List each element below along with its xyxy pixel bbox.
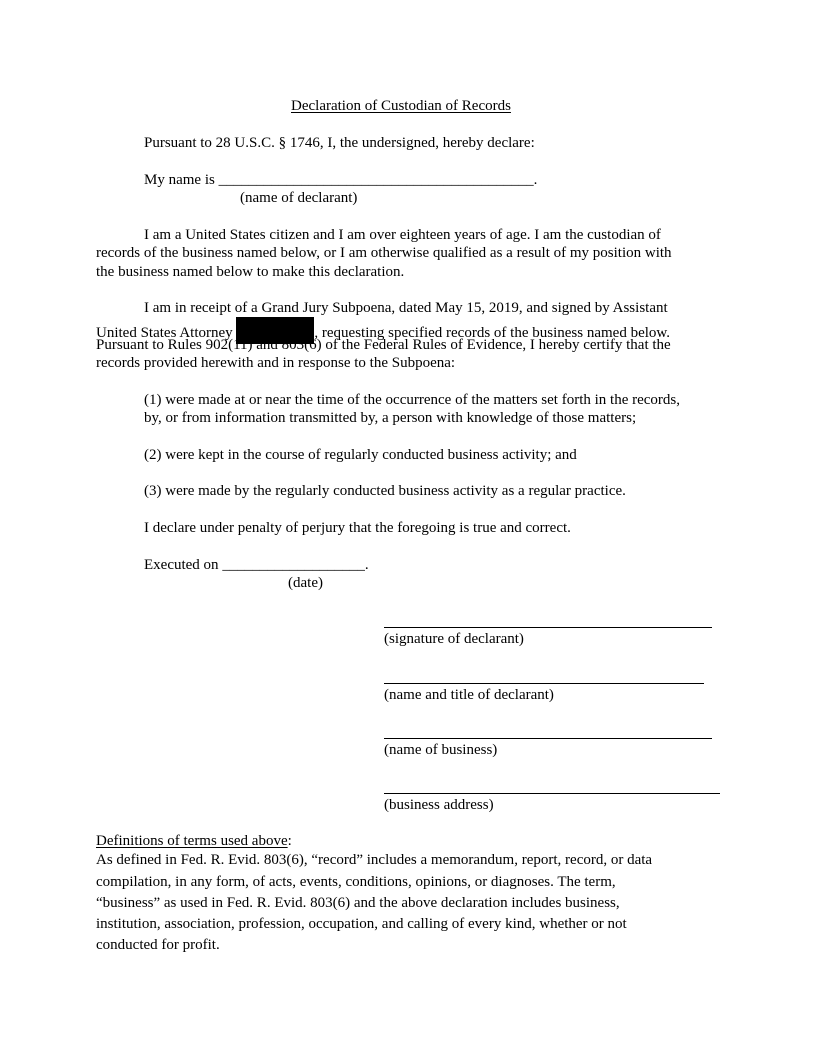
subpoena-line-2-before: United States Attorney	[96, 325, 237, 341]
document-title: Declaration of Custodian of Records	[291, 98, 511, 114]
definitions-heading	[96, 832, 292, 851]
signature-rule[interactable]	[384, 627, 712, 628]
item-1-line-1: (1) were made at or near the time of the occurrence of the matters set forth in the records,	[144, 392, 681, 408]
declarant-name-caption: (name of declarant)	[240, 190, 358, 206]
definitions-line-4: institution, association, profession, occupation, and calling of every kind, whether or not	[96, 916, 627, 932]
citizen-para-line-2: records of the business named below, or I am otherwise qualified as a result of my position with	[96, 245, 672, 261]
name-title-rule[interactable]	[384, 683, 704, 684]
subpoena-para-line-1: I am in receipt of a Grand Jury Subpoena, dated May 15, 2019, and signed by Assistant	[144, 300, 668, 316]
perjury-statement: I declare under penalty of perjury that the foregoing is true and correct.	[144, 520, 571, 536]
item-2: (2) were kept in the course of regularly conducted business activity; and	[144, 447, 577, 463]
executed-date-caption: (date)	[288, 575, 323, 591]
subpoena-para-line-3: Pursuant to Rules 902(11) and 803(6) of the Federal Rules of Evidence, I hereby certify that the	[96, 337, 671, 353]
declarant-name-label: My name is	[144, 172, 219, 188]
intro-statement: Pursuant to 28 U.S.C. § 1746, I, the undersigned, hereby declare:	[144, 135, 535, 151]
business-name-rule[interactable]	[384, 738, 712, 739]
definitions-line-3: “business” as used in Fed. R. Evid. 803(6) and the above declaration includes business,	[96, 895, 620, 911]
definitions-heading-text: Definitions of terms used above	[96, 833, 288, 849]
subpoena-line-2-after: , requesting specified records of the business named below.	[314, 325, 670, 341]
item-3: (3) were made by the regularly conducted business activity as a regular practice.	[144, 483, 626, 499]
definitions-line-1: As defined in Fed. R. Evid. 803(6), “record” includes a memorandum, report, record, or data	[96, 852, 653, 868]
definitions-heading-colon: :	[287, 833, 292, 849]
executed-label: Executed on	[144, 557, 223, 573]
signature-caption: (signature of declarant)	[384, 631, 524, 647]
declarant-name-blank[interactable]: __________________________________________.	[218, 172, 538, 188]
business-address-rule[interactable]	[384, 793, 720, 794]
business-name-caption: (name of business)	[384, 742, 498, 758]
definitions-line-2: compilation, in any form, of acts, events, conditions, opinions, or diagnoses. The term,	[96, 874, 616, 890]
definitions-line-5: conducted for profit.	[96, 937, 220, 953]
executed-date-blank[interactable]: ___________________.	[222, 557, 369, 573]
declarant-name-line	[144, 171, 537, 190]
item-1-line-2: by, or from information transmitted by, a person with knowledge of those matters;	[144, 410, 637, 426]
citizen-para-line-1: I am a United States citizen and I am over eighteen years of age. I am the custodian of	[144, 227, 661, 243]
citizen-para-line-3: the business named below to make this declaration.	[96, 264, 405, 280]
name-title-caption: (name and title of declarant)	[384, 687, 554, 703]
executed-line	[144, 556, 369, 575]
business-address-caption: (business address)	[384, 797, 494, 813]
subpoena-para-line-4: records provided herewith and in response to the Subpoena:	[96, 355, 456, 371]
